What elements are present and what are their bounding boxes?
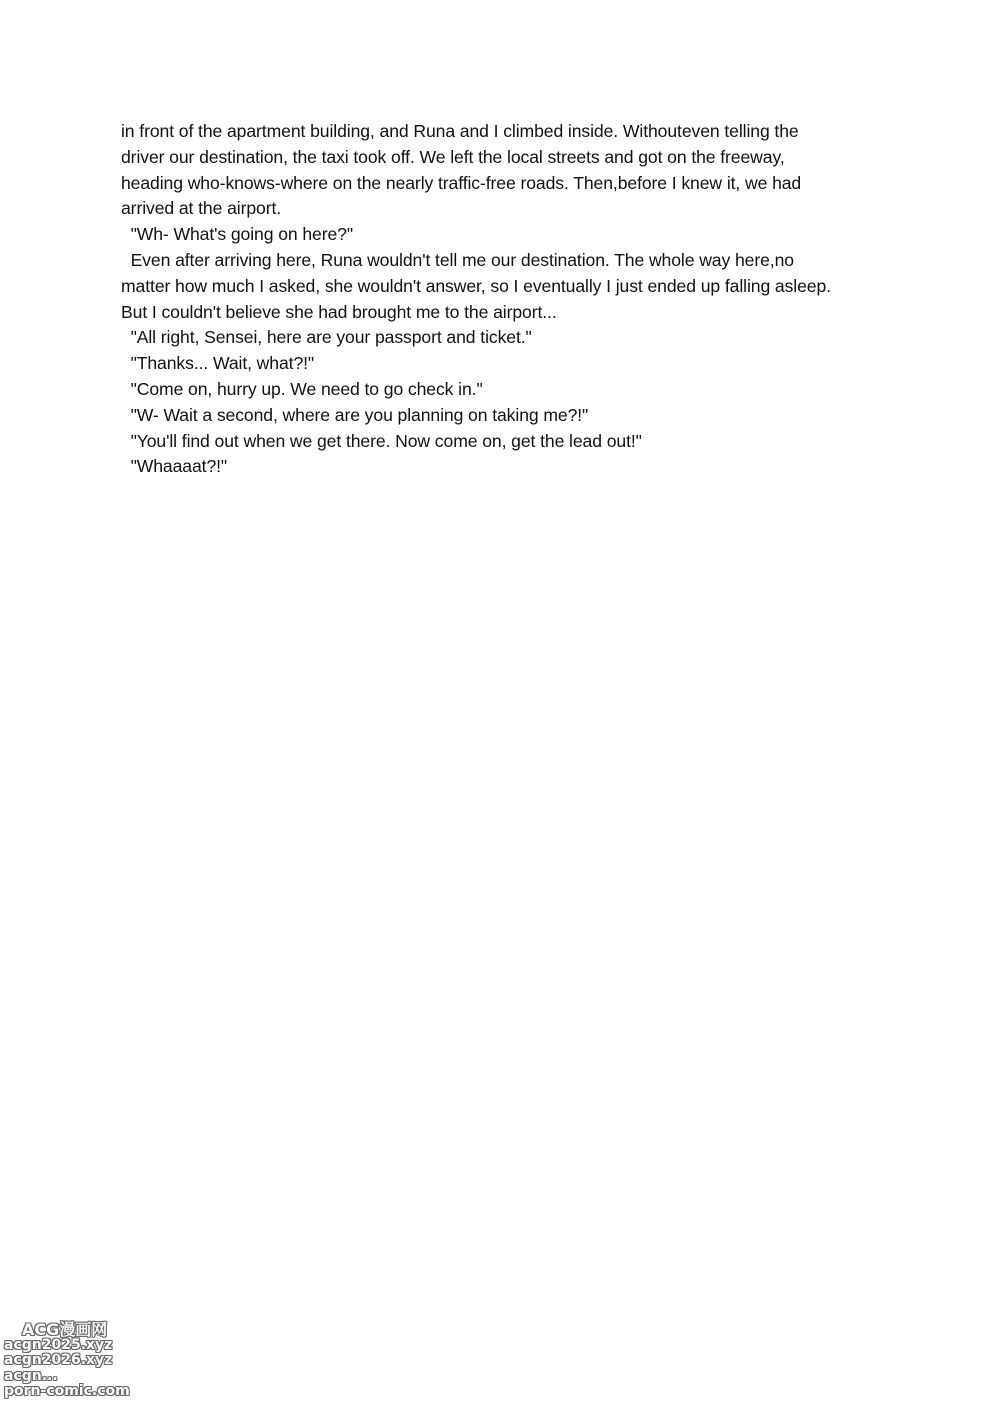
text-line: "Whaaaat?!" [121, 456, 228, 477]
text-line: Even after arriving here, Runa wouldn't tell me our destination. The whole way here,no [121, 249, 794, 270]
text-line: "W- Wait a second, where are you planning on taking me?!" [121, 404, 589, 425]
watermark-line: acgn2026.xyz [4, 1352, 113, 1368]
text-line: driver our destination, the taxi took off. We left the local streets and got on the freeway, [121, 146, 785, 167]
watermark-line: acgn2025.xyz [4, 1336, 113, 1353]
body-text [121, 119, 891, 480]
text-line: in front of the apartment building, and Runa and I climbed inside. Withouteven telling the [121, 121, 799, 141]
text-line: arrived at the airport. [121, 198, 282, 219]
text-line: "Wh- What's going on here?" [121, 224, 354, 245]
text-line: "Come on, hurry up. We need to go check in." [121, 378, 483, 399]
watermark [4, 1322, 134, 1400]
text-line: heading who-knows-where on the nearly traffic-free roads. Then,before I knew it, we had [121, 172, 802, 193]
text-line: But I couldn't believe she had brought me to the airport... [121, 301, 557, 322]
text-line: "All right, Sensei, here are your passport and ticket." [121, 327, 532, 348]
watermark-line: porn-comic.com [4, 1383, 130, 1399]
text-line: matter how much I asked, she wouldn't answer, so I eventually I just ended up falling asleep. [121, 275, 831, 296]
text-line: "You'll find out when we get there. Now come on, get the lead out!" [121, 430, 642, 451]
watermark-line: acgn... [4, 1367, 58, 1384]
text-line: "Thanks... Wait, what?!" [121, 353, 315, 374]
watermark-line: ACG漫画网 [22, 1320, 108, 1339]
